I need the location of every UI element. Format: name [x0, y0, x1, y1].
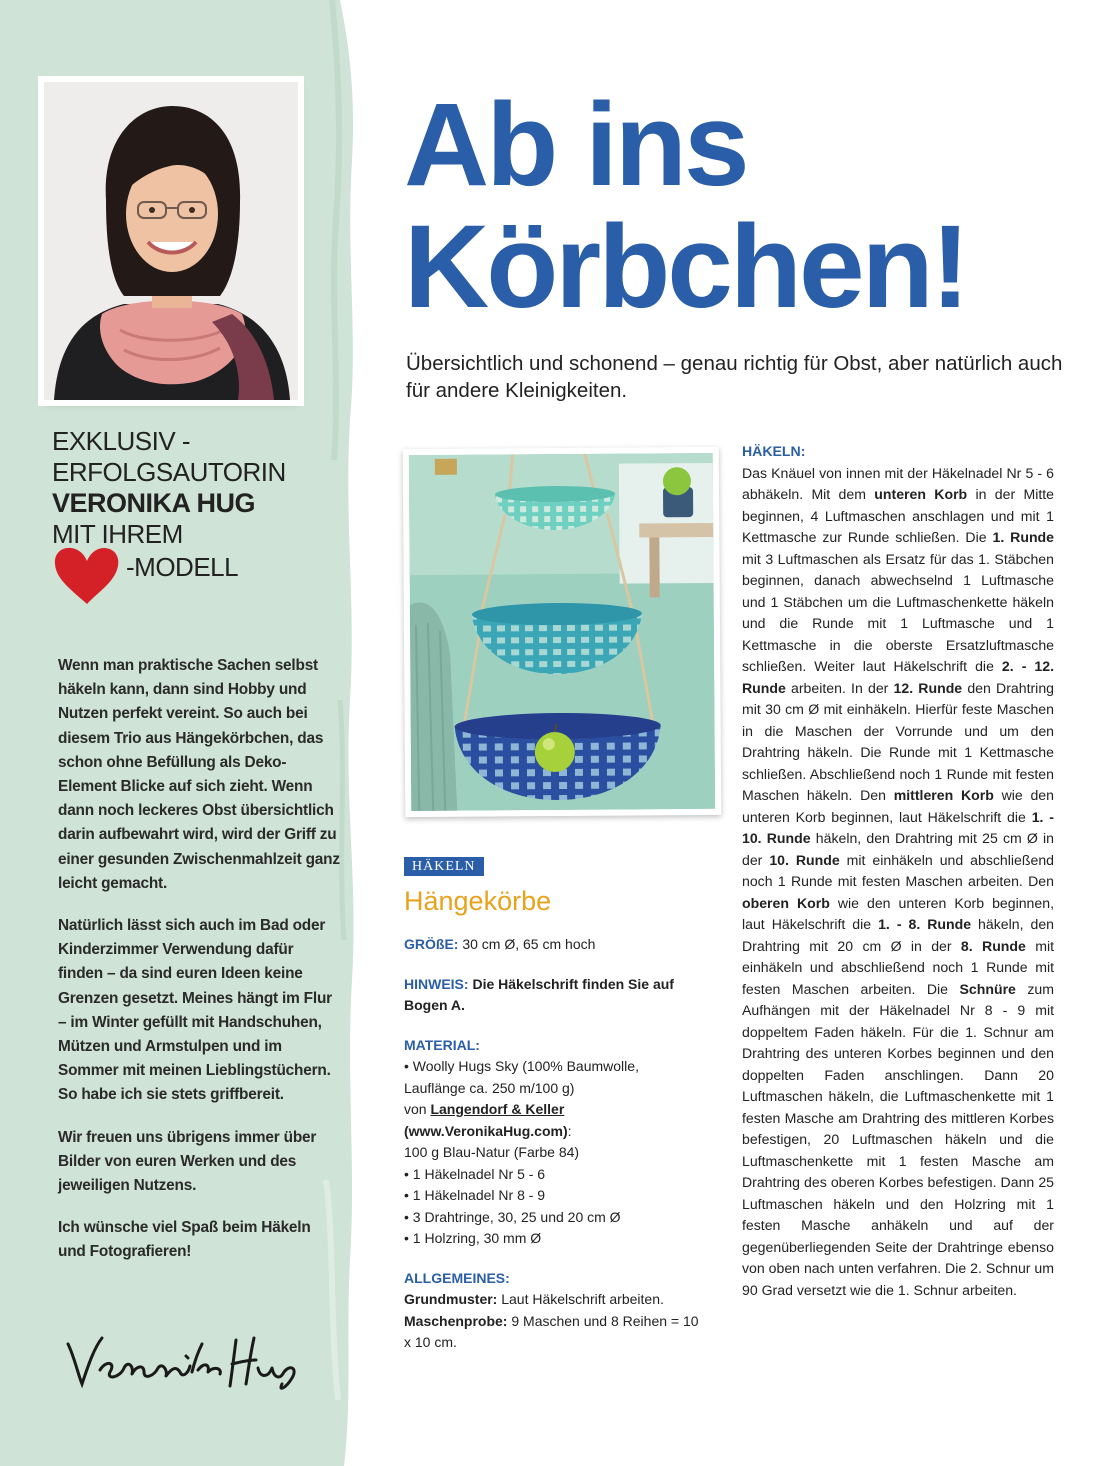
- instr-bold-1: unteren Korb: [874, 486, 968, 502]
- page-title: [404, 79, 967, 333]
- pattern-line: [404, 1289, 704, 1311]
- instr-text-9: wie den unteren Korb beginnen, laut Häkelschrift die: [742, 894, 1054, 932]
- size-info: [404, 934, 704, 956]
- gauge-line: [404, 1311, 704, 1354]
- instr-text-6: wie den unteren Korb beginnen, laut Häkelschrift die: [742, 787, 1054, 825]
- intro-paragraph-3: Wir freuen uns übrigens immer über Bilder von euren Werken und des jeweiligen Nutzens.: [58, 1128, 317, 1195]
- material-von: von: [404, 1101, 431, 1117]
- heart-icon: [52, 546, 122, 606]
- instr-bold-8: oberen Korb: [742, 894, 830, 911]
- note-label: HINWEIS:: [404, 975, 469, 992]
- author-line-erfolgsautorin: ERFOLGSAUTORIN: [52, 457, 286, 487]
- author-heading: [52, 426, 342, 608]
- category-tag: HÄKELN: [404, 857, 484, 876]
- author-name: VERONIKA HUG: [52, 488, 256, 518]
- author-line-mit-ihrem: MIT IHREM: [52, 519, 183, 549]
- material-brand-line: [404, 1099, 704, 1121]
- material-url-line: [404, 1121, 704, 1143]
- title-line-2: Körbchen!: [404, 201, 967, 333]
- note-info: [404, 974, 704, 1017]
- instr-bold-4: 12. Runde: [893, 679, 963, 696]
- material-item: • 3 Drahtringe, 30, 25 und 20 cm Ø: [404, 1208, 621, 1225]
- instr-text-1: Das Knäuel von innen mit der Häkelnadel Nr 5 - 6 abhäkeln. Mit dem: [742, 464, 1054, 502]
- pattern-value: Laut Häkelschrift arbeiten.: [497, 1291, 664, 1307]
- note-value: Die Häkelschrift finden Sie auf Bogen A.: [404, 975, 674, 1013]
- instructions-label: HÄKELN:: [742, 443, 806, 459]
- intro-paragraph-1: Wenn man praktische Sachen selbst häkeln kann, dann sind Hobby und Nutzen perfekt vereint. So auch bei diesem Trio aus Hängekörbchen, das schon ohne Befüllung als Deko-Element Blicke auf sich zieht. Wenn dann noch leckeres Obst übersichtlich darin aufbewahrt wird, wird der Griff zu einer gesunden Zwischenmahlzeit ganz leicht gemacht.: [58, 657, 340, 892]
- instructions-text: [742, 465, 1054, 1298]
- materials-block: [404, 934, 704, 1372]
- page-subtitle: Übersichtlich und schonend – genau richtig für Obst, aber natürlich auch für andere Kleinigkeiten.: [406, 352, 1063, 402]
- material-brand: Langendorf & Keller: [430, 1101, 565, 1117]
- instr-bold-10: 8. Runde: [960, 937, 1026, 954]
- author-line-modell: -MODELL: [126, 552, 239, 582]
- instr-bold-11: Schnüre: [959, 980, 1016, 997]
- instr-text-5: den Drahtring mit 30 cm Ø mit einhäkeln. Hierfür feste Maschen in die Maschen der Vorrunde und um den Drahtring häkeln. Die Runde mit 1 Kettmasche schließen. Abschließend noch 1 Runde mit festen Maschen häkeln. Den: [742, 679, 1054, 803]
- instr-text-8: mit einhäkeln und abschließend noch 1 Runde mit festen Maschen arbeiten. Den: [742, 851, 1054, 889]
- instr-text-12: zum Aufhängen mit der Häkelnadel Nr 8 - 9 mit doppeltem Faden häkeln. Für die 1. Schnur am Drahtring des unteren Korbes beginnen und den doppelten Faden anschlingen. Dann 20 Luftmaschen häkeln, die Luftmaschenkette mit 1 festen Masche am Drahtring des mittleren Korbes befestigen, 20 Luftmaschen häkeln und die Luftmaschenkette mit 1 festen Masche am Drahtring des oberen Korbes befestigen. Dann 25 Luftmaschen häkeln und den Holzring mit 1 festen Masche anhäkeln und auf der gegenüberliegenden Seite der Drahtringe ebenso von oben nach unten verfahren. Die 2. Schnur um 90 Grad versetzt wie die 1. Schnur arbeiten.: [742, 980, 1054, 1298]
- instr-bold-9: 1. - 8. Runde: [878, 916, 972, 932]
- intro-paragraph-2: Natürlich lässt sich auch im Bad oder Kinderzimmer Verwendung dafür finden – da sind euren Ideen keine Grenzen gesetzt. Meines hängt im Flur – im Winter gefüllt mit Handschuhen, Mützen und Armstulpen und im Sommer mit meinen Lieblingstüchern. So habe ich sie stets griffbereit.: [58, 917, 332, 1104]
- instr-bold-3: 2. - 12. Runde: [742, 658, 1054, 696]
- material-info: [404, 1035, 704, 1250]
- author-line-exklusiv: EXKLUSIV -: [52, 426, 191, 456]
- instr-bold-5: mittleren Korb: [893, 787, 994, 803]
- instr-text-4: arbeiten. In der: [785, 679, 894, 696]
- general-label: ALLGEMEINES:: [404, 1269, 510, 1286]
- project-title: Hängekörbe: [404, 886, 552, 916]
- material-item: • 1 Häkelnadel Nr 5 - 6: [404, 1165, 546, 1182]
- gauge-label: Maschenprobe:: [404, 1312, 508, 1329]
- instr-bold-6: 1. - 10. Runde: [742, 808, 1054, 846]
- instr-text-2: in der Mitte beginnen, 4 Luftmaschen anschlagen und mit 1 Kettmasche zur Runde schließen. Die: [742, 486, 1054, 545]
- instr-bold-2: 1. Runde: [992, 529, 1054, 545]
- author-intro: [58, 654, 340, 1283]
- author-signature: [64, 1326, 304, 1396]
- material-label: MATERIAL:: [404, 1036, 480, 1053]
- pattern-label: Grundmuster:: [404, 1291, 498, 1307]
- instructions-block: [742, 441, 1054, 1301]
- title-line-1: Ab ins: [404, 79, 747, 211]
- material-item: • 1 Häkelnadel Nr 8 - 9: [404, 1187, 546, 1203]
- material-url-colon: :: [567, 1122, 572, 1139]
- material-yarn: • Woolly Hugs Sky (100% Baumwolle, Lauflänge ca. 250 m/100 g): [404, 1058, 639, 1096]
- material-list: [404, 1164, 704, 1250]
- author-portrait: [44, 82, 298, 400]
- instr-text-11: mit einhäkeln und abschließend noch 1 Runde mit festen Maschen arbeiten. Die: [742, 937, 1055, 997]
- general-info: [404, 1268, 704, 1354]
- size-value: 30 cm Ø, 65 cm hoch: [458, 936, 596, 952]
- material-item: • 1 Holzring, 30 mm Ø: [404, 1230, 542, 1246]
- gauge-value: 9 Maschen und 8 Reihen = 10 x 10 cm.: [404, 1312, 699, 1350]
- material-url: (www.VeronikaHug.com): [404, 1122, 568, 1139]
- intro-paragraph-4: Ich wünsche viel Spaß beim Häkeln und Fotografieren!: [58, 1219, 311, 1261]
- instr-bold-7: 10. Runde: [769, 851, 840, 868]
- instr-text-7: häkeln, den Drahtring mit 25 cm Ø in der: [742, 830, 1055, 868]
- instr-text-10: häkeln, den Drahtring mit 20 cm Ø in der: [742, 916, 1054, 954]
- product-photo: [403, 447, 722, 817]
- size-label: GRÖßE:: [404, 936, 459, 952]
- instr-text-3: mit 3 Luftmaschen als Ersatz für das 1. Stäbchen beginnen, danach abwechselnd 1 Luftmasche und 1 Stäbchen um die Luftmaschenkette häkeln und die Runde mit 1 Luftmasche und 1 Kettmasche in die oberste Ersatzluftmasche schließen. Weiter laut Häkelschrift die: [742, 550, 1054, 674]
- material-amount: 100 g Blau-Natur (Farbe 84): [404, 1144, 580, 1160]
